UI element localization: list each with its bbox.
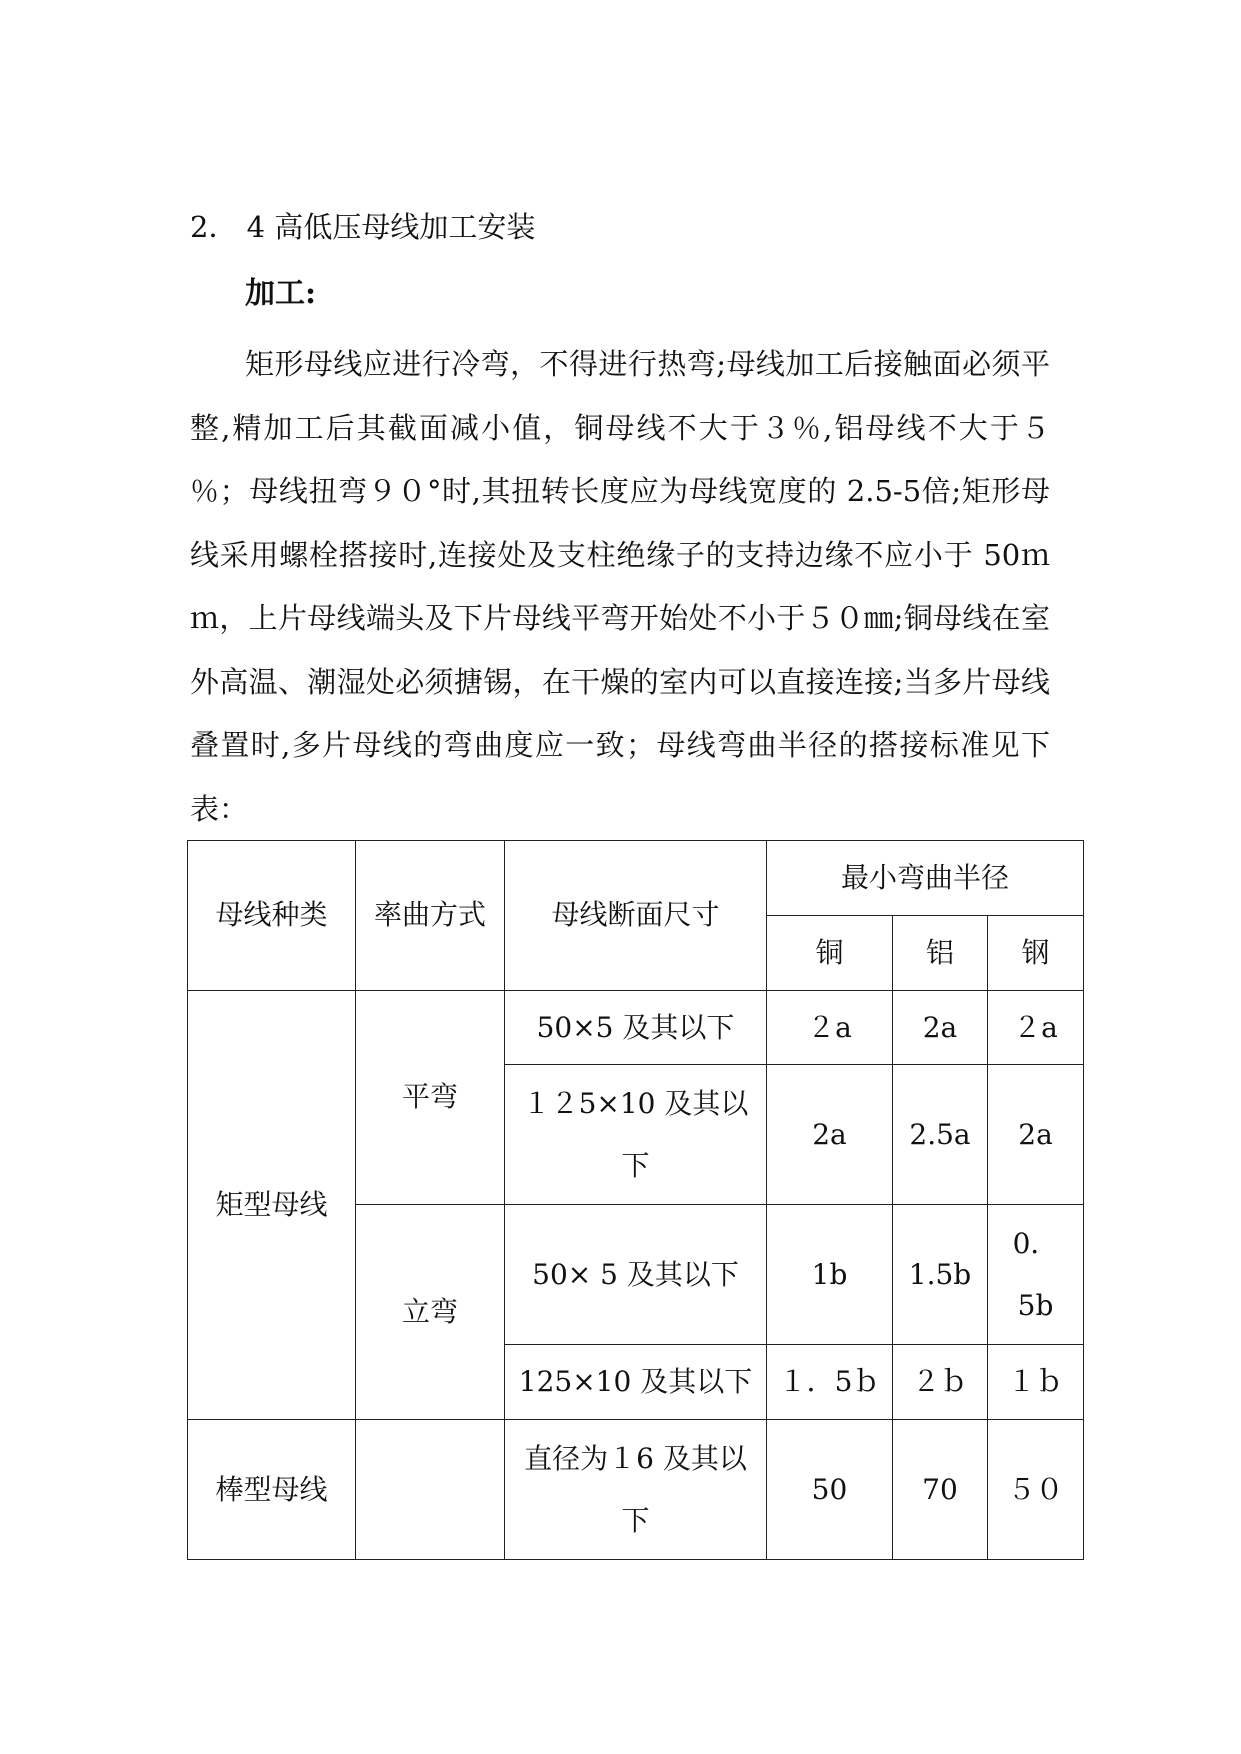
cell-copper: 2a	[767, 1065, 893, 1205]
section-heading: 2． 4 高低压母线加工安装	[190, 210, 536, 244]
body-paragraph: 矩形母线应进行冷弯，不得进行热弯;母线加工后接触面必须平整,精加工后其截面减小值，铜母线不大于３％,铝母线不大于５ ％；母线扭弯９０°时,其扭转长度应为母线宽度的 2.5-5倍;矩形母线采用螺栓搭接时,连接处及支柱绝缘子的支持边缘不应小于 50ｍｍ，上片母线端头及下片母线平弯开始处不小于５０㎜;铜母线在室外高温、潮湿处必须搪锡，在干燥的室内可以直接连接;当多片母线叠置时,多片母线的弯曲度应一致；母线弯曲半径的搭接标准见下表：	[190, 347, 1050, 826]
cell-aluminum: 2.5a	[893, 1065, 988, 1205]
cell-size: 直径为１6 及其以下	[505, 1420, 767, 1560]
group-rod-bus: 棒型母线	[188, 1420, 356, 1560]
header-steel: 钢	[988, 915, 1084, 990]
header-copper: 铜	[767, 915, 893, 990]
bending-radius-table	[187, 840, 1084, 1560]
cell-copper: ２a	[767, 990, 893, 1065]
cell-aluminum: 1.5b	[893, 1205, 988, 1345]
method-flat-bend: 平弯	[356, 990, 505, 1205]
cell-copper: 1b	[767, 1205, 893, 1345]
cell-steel: 0． 5b	[988, 1205, 1084, 1345]
subsection-heading: 加工:	[245, 276, 317, 311]
cell-aluminum: 2a	[893, 990, 988, 1065]
cell-size: 50×5 及其以下	[505, 990, 767, 1065]
cell-size: 125×10 及其以下	[505, 1345, 767, 1420]
cell-aluminum: 70	[893, 1420, 988, 1560]
cell-steel: ５０	[988, 1420, 1084, 1560]
cell-steel: １ｂ	[988, 1345, 1084, 1420]
method-rod-empty	[356, 1420, 505, 1560]
cell-steel: ２a	[988, 990, 1084, 1065]
header-min-radius: 最小弯曲半径	[767, 841, 1084, 916]
table-row	[188, 990, 1084, 1065]
cell-aluminum: ２ｂ	[893, 1345, 988, 1420]
header-cross-section: 母线断面尺寸	[505, 841, 767, 991]
method-vertical-bend: 立弯	[356, 1205, 505, 1420]
header-aluminum: 铝	[893, 915, 988, 990]
group-rect-bus: 矩型母线	[188, 990, 356, 1419]
header-bus-type: 母线种类	[188, 841, 356, 991]
cell-steel: 2a	[988, 1065, 1084, 1205]
header-bend-method: 率曲方式	[356, 841, 505, 991]
cell-copper: 50	[767, 1420, 893, 1560]
table-header-row	[188, 841, 1084, 916]
table-row	[188, 1420, 1084, 1560]
cell-size: １２5×10 及其以下	[505, 1065, 767, 1205]
cell-copper: １．5ｂ	[767, 1345, 893, 1420]
cell-size: 50× 5 及其以下	[505, 1205, 767, 1345]
